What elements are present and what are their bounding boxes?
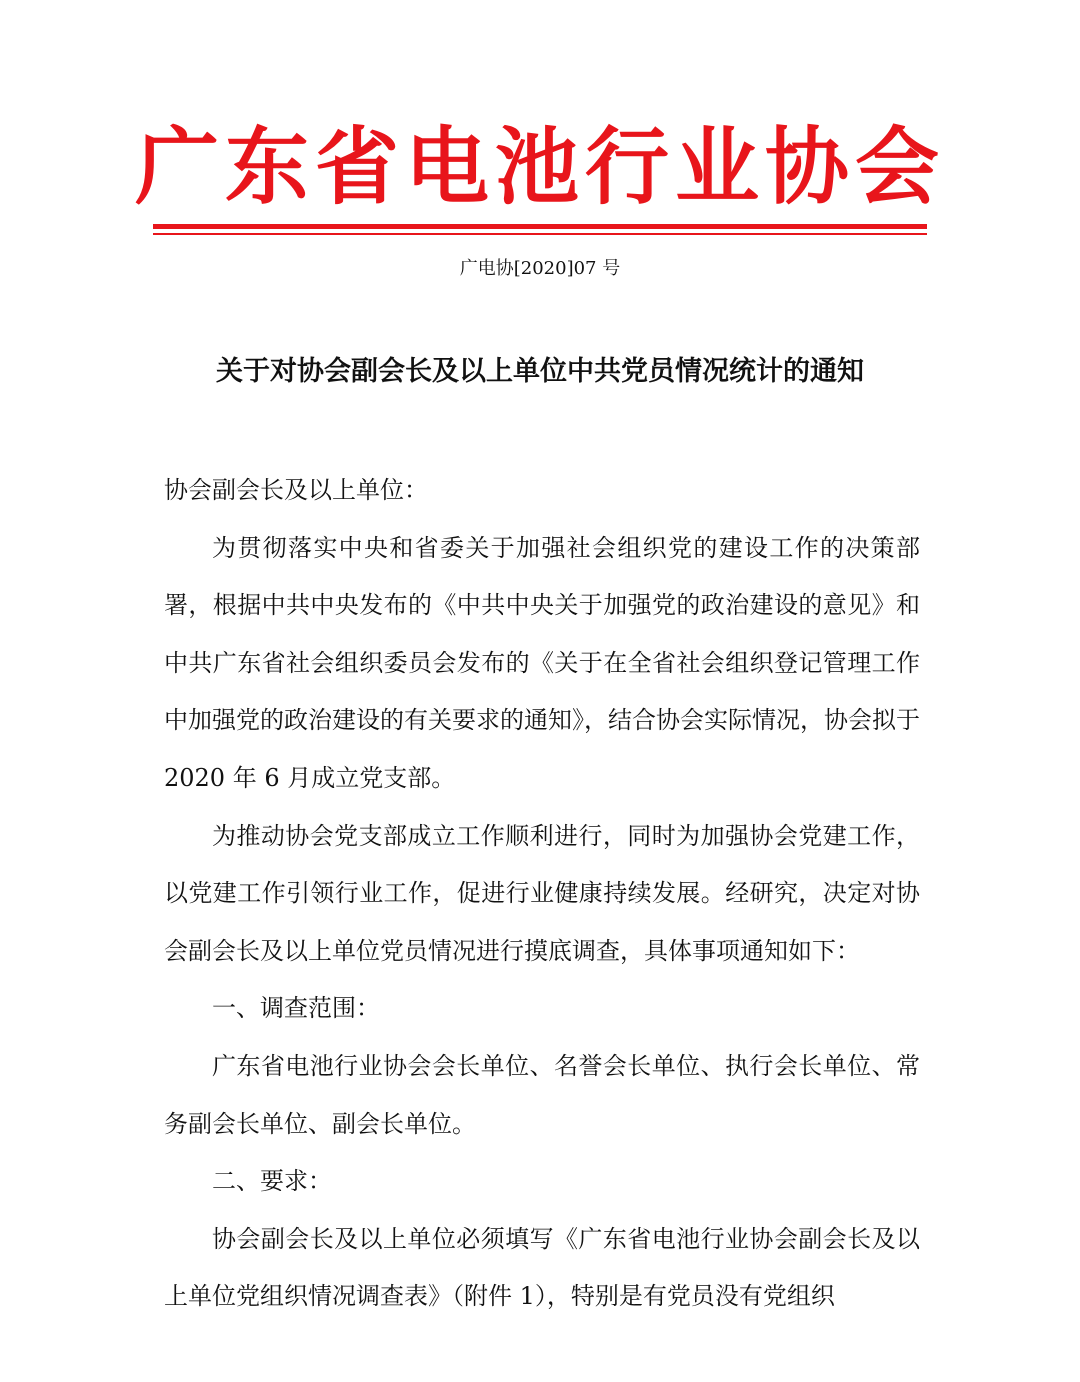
document-number: 广电协[2020]07 号 <box>459 258 621 279</box>
org-letterhead-title: 广东省电池行业协会 <box>134 118 945 216</box>
document-body <box>164 462 920 1326</box>
section-text-scope: 广东省电池行业协会会长单位、名誉会长单位、执行会长单位、常务副会长单位、副会长单位。 <box>164 1051 920 1138</box>
section-heading-requirements: 二、要求： <box>212 1167 332 1196</box>
paragraph-background: 为贯彻落实中央和省委关于加强社会组织党的建设工作的决策部署，根据中共中央发布的《中共中央关于加强党的政治建设的意见》和中共广东省社会组织委员会发布的《关于在全省社会组织登记管理工作中加强党的政治建设的有关要求的通知》，结合协会实际情况，协会拟于 2020 年 6 月成立党支部。 <box>164 533 920 792</box>
document-title: 关于对协会副会长及以上单位中共党员情况统计的通知 <box>216 356 864 387</box>
section-text-requirements: 协会副会长及以上单位必须填写《广东省电池行业协会副会长及以上单位党组织情况调查表》（附件 1），特别是有党员没有党组织 <box>164 1224 920 1311</box>
paragraph-purpose: 为推动协会党支部成立工作顺利进行，同时为加强协会党建工作，以党建工作引领行业工作，促进行业健康持续发展。经研究，决定对协会副会长及以上单位党员情况进行摸底调查，具体事项通知如下： <box>164 821 920 965</box>
letterhead-divider-thin <box>153 233 927 235</box>
letterhead-divider-thick <box>153 224 927 229</box>
section-heading-scope: 一、调查范围： <box>212 994 380 1023</box>
salutation: 协会副会长及以上单位： <box>164 476 428 504</box>
